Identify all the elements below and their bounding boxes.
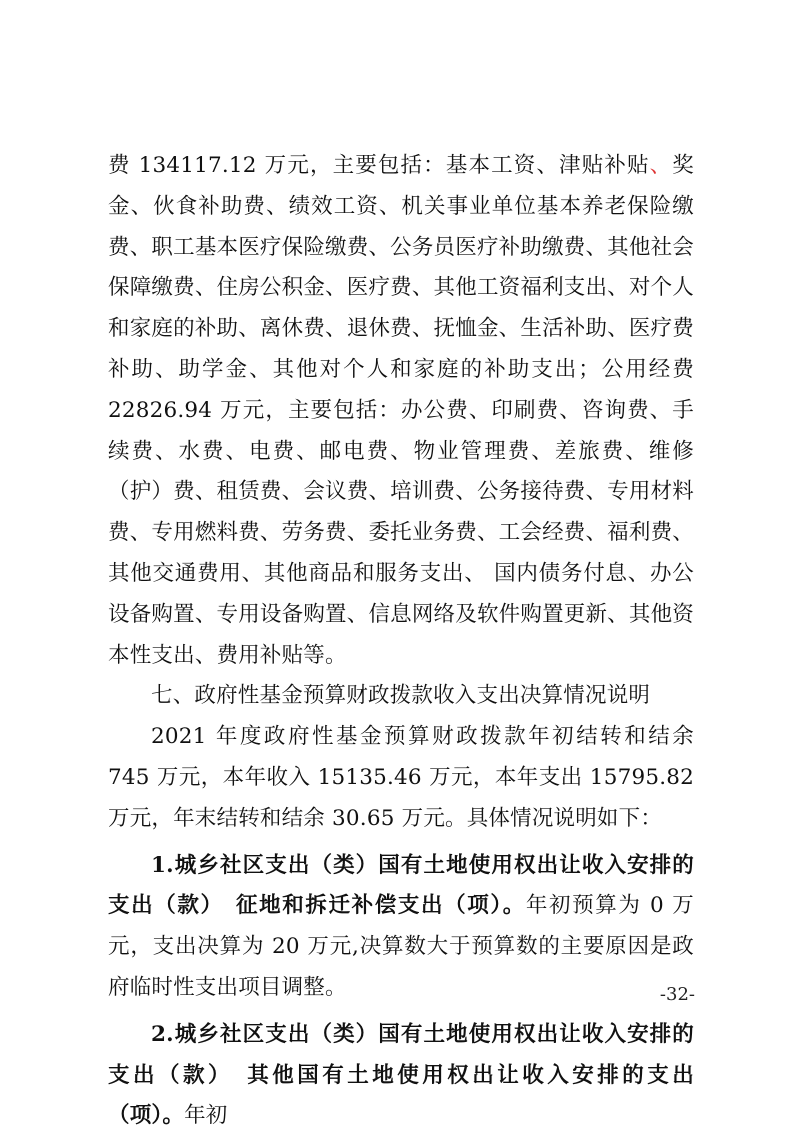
item-1-title: 1.城乡社区支出（类）国有土地使用权出让收入安排的支出（款） 征地和拆迁补偿支出（项）。 [108, 852, 694, 919]
expense-breakdown-paragraph [108, 146, 694, 676]
para-text-part2: 奖金、伙食补助费、绩效工资、机关事业单位基本养老保险缴费、职工基本医疗保险缴费、公务员医疗补助缴费、其他社会保障缴费、住房公积金、医疗费、其他工资福利支出、对个人和家庭的补助、离休费、退休费、抚恤金、生活补助、医疗费补助、助学金、其他对个人和家庭的补助支出；公用经费 22826.94 万元，主要包括：办公费、印刷费、咨询费、手续费、水费、电费、邮电费、物业管理费、差旅费、维修（护）费、租赁费、会议费、培训费、公务接待费、专用材料费、专用燃料费、劳务费、委托业务费、工会经费、福利费、其他交通费用、其他商品和服务支出、 国内债务付息、办公设备购置、专用设备购置、信息网络及软件购置更新、其他资本性支出、费用补贴等。 [108, 153, 694, 668]
item-1-text: 年初预算为 0 万元，支出决算为 20 万元,决算数大于预算数的主要原因是政府临时性支出项目调整。 [108, 893, 694, 1000]
page-number: -32- [659, 984, 695, 1005]
page-content [108, 146, 694, 1137]
red-punctuation-mark: 、 [649, 153, 673, 178]
item-2-title: 2.城乡社区支出（类）国有土地使用权出让收入安排的支出（款） 其他国有土地使用权出让收入安排的支出（项）。 [108, 1021, 694, 1129]
item-2-text: 年初 [184, 1103, 228, 1129]
fund-summary-paragraph: 2021 年度政府性基金预算财政拨款年初结转和结余 745 万元，本年收入 15135.46 万元，本年支出 15795.82 万元，年末结转和结余 30.65 万元。具体情况说明如下： [108, 724, 694, 831]
item-1-paragraph [108, 846, 694, 1009]
section-heading: 七、政府性基金预算财政拨款收入支出决算情况说明 [151, 683, 651, 709]
para-text-part1: 费 134117.12 万元，主要包括：基本工资、津贴补贴 [108, 153, 650, 178]
item-2-paragraph [108, 1015, 694, 1137]
